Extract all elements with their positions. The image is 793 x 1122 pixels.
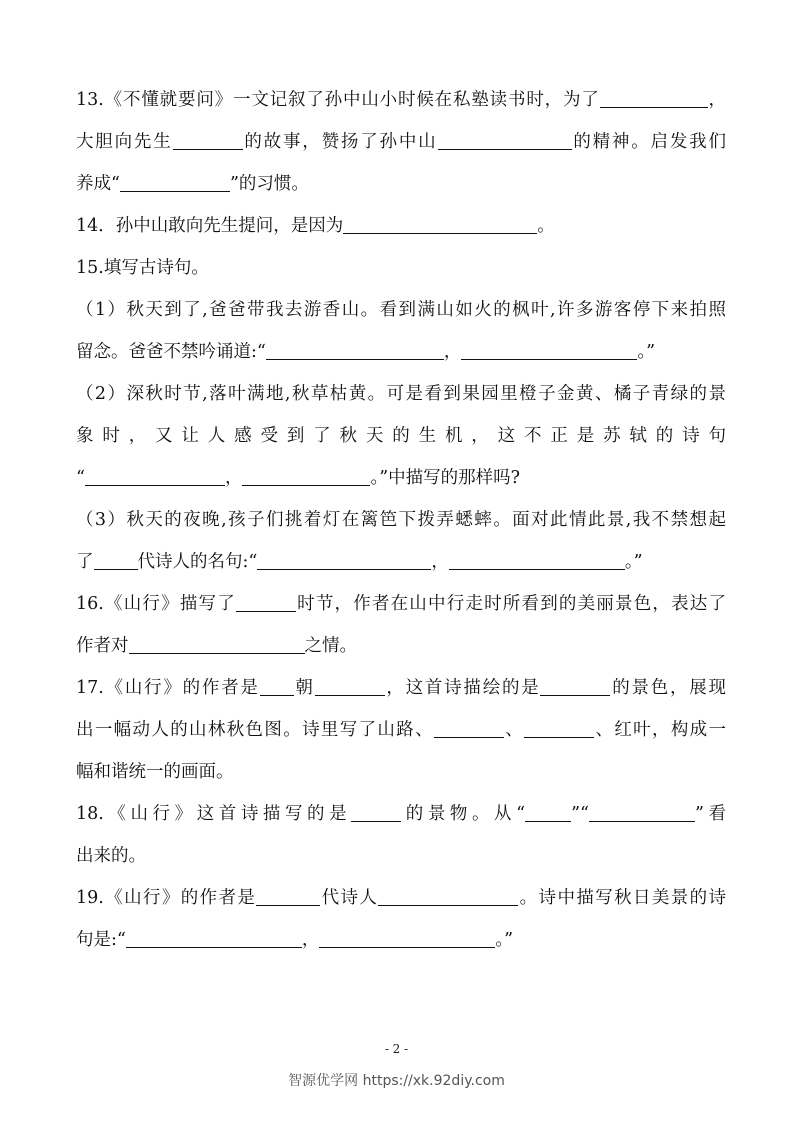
answer-blank[interactable]: [438, 131, 572, 150]
answer-blank[interactable]: [257, 551, 431, 570]
question-13-line-1: 13.《不懂就要问》一文记叙了孙中山小时候在私塾读书时，为了 ，: [76, 90, 726, 110]
question-19-line-1: 19.《山行》的作者是 代诗人 。诗中描写秋日美景的诗: [76, 888, 726, 908]
question-13-line-3: 养成“ ”的习惯。: [76, 174, 309, 194]
question-15-title: 15.填写古诗句。: [76, 258, 209, 278]
answer-blank[interactable]: [525, 803, 571, 822]
answer-blank[interactable]: [315, 677, 385, 696]
question-18-line-1: 18.《山行》这首诗描写的是 的景物。从“ ”“ ”看: [76, 804, 726, 824]
answer-blank[interactable]: [600, 89, 708, 108]
answer-blank[interactable]: [236, 593, 296, 612]
question-15-2-line-1: （2）深秋时节,落叶满地,秋草枯黄。可是看到果园里橙子金黄、橘子青绿的景: [76, 384, 726, 404]
answer-blank[interactable]: [449, 551, 625, 570]
answer-blank[interactable]: [589, 803, 695, 822]
answer-blank[interactable]: [351, 803, 401, 822]
question-15-3-line-2: 了 代诗人的名句:“ ， 。”: [76, 552, 643, 572]
answer-blank[interactable]: [85, 467, 225, 486]
answer-blank[interactable]: [129, 635, 305, 654]
answer-blank[interactable]: [126, 929, 302, 948]
question-13-line-2: 大胆向先生 的故事，赞扬了孙中山 的精神。启发我们: [76, 132, 726, 152]
answer-blank[interactable]: [540, 677, 610, 696]
question-18-line-2: 出来的。: [76, 846, 146, 866]
answer-blank[interactable]: [256, 887, 320, 906]
answer-blank[interactable]: [120, 173, 230, 192]
answer-blank[interactable]: [378, 887, 518, 906]
answer-blank[interactable]: [242, 467, 370, 486]
answer-blank[interactable]: [266, 341, 444, 360]
answer-blank[interactable]: [524, 719, 594, 738]
answer-blank[interactable]: [343, 215, 537, 234]
footer-watermark: 智源优学网 https://xk.92diy.com: [288, 1073, 505, 1089]
question-16-line-1: 16.《山行》描写了 时节，作者在山中行走时所看到的美丽景色，表达了: [76, 594, 726, 614]
question-15-1-line-2: 留念。爸爸不禁吟诵道:“ ， 。”: [76, 342, 656, 362]
question-15-3-line-1: （3）秋天的夜晚,孩子们挑着灯在篱笆下拨弄蟋蟀。面对此情此景,我不禁想起: [76, 510, 726, 530]
question-17-line-2: 出一幅动人的山林秋色图。诗里写了山路、 、 、红叶，构成一: [76, 720, 727, 740]
question-16-line-2: 作者对 之情。: [76, 636, 357, 656]
question-17-line-1: 17.《山行》的作者是 朝 ，这首诗描绘的是 的景色，展现: [76, 678, 727, 698]
answer-blank[interactable]: [94, 551, 138, 570]
question-14: 14．孙中山敢向先生提问，是因为 。: [76, 216, 555, 236]
question-15-1-line-1: （1）秋天到了,爸爸带我去游香山。看到满山如火的枫叶,许多游客停下来拍照: [76, 300, 726, 320]
answer-blank[interactable]: [260, 677, 294, 696]
question-15-2-line-3: “ ， 。”中描写的那样吗?: [76, 468, 521, 488]
question-15-2-line-2: 象时，又让人感受到了秋天的生机，这不正是苏轼的诗句: [76, 426, 726, 446]
page-number: - 2 -: [384, 1042, 409, 1056]
answer-blank[interactable]: [434, 719, 504, 738]
question-17-line-3: 幅和谐统一的画面。: [76, 762, 234, 782]
answer-blank[interactable]: [461, 341, 637, 360]
answer-blank[interactable]: [173, 131, 243, 150]
question-19-line-2: 句是:“ ， 。”: [76, 930, 514, 950]
answer-blank[interactable]: [319, 929, 495, 948]
